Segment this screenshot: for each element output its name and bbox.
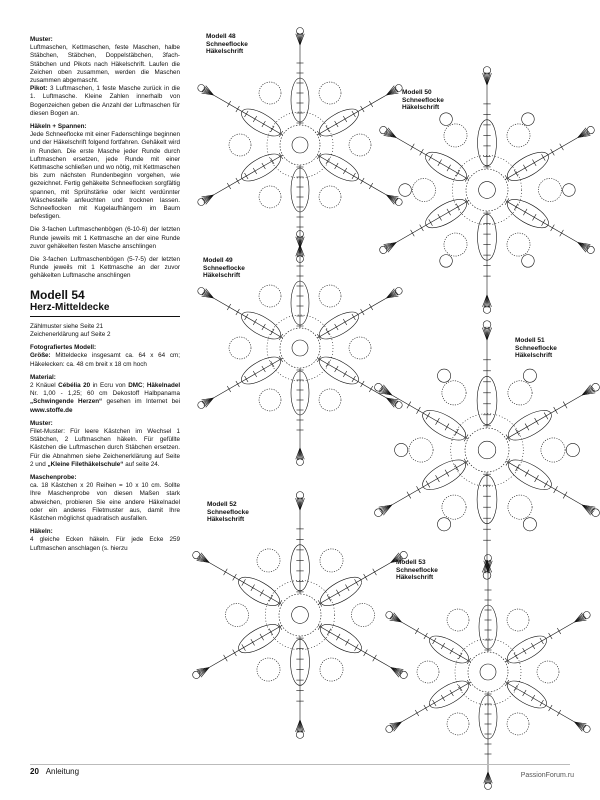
arm-spine bbox=[505, 622, 574, 662]
arm-spine bbox=[401, 622, 470, 662]
material-dmc: DMC bbox=[128, 381, 143, 389]
center-ring bbox=[480, 664, 496, 680]
material-hook-text: Nr. 1,00 - 1,25; 60 cm Dekostoff Halbpanama bbox=[30, 390, 180, 398]
label-chart: Häkelschrift bbox=[396, 574, 434, 581]
footer-rule bbox=[30, 764, 570, 765]
picot bbox=[563, 184, 576, 197]
groesse-label: Größe: bbox=[30, 352, 51, 360]
pikot-label: Pikot: bbox=[30, 85, 48, 93]
picot bbox=[438, 369, 451, 382]
material-section: Material: 2 Knäuel Cébélia 20 in Ecru von DMC; Häkelnadel Nr. 1,00 - 1,25; 60 cm Dekostoff Halbpanama „Schwingende Herzen“ gesehen im Internet bei www.stoffe.de bbox=[30, 373, 181, 414]
chain-arc bbox=[507, 609, 529, 631]
chain-arc bbox=[444, 124, 467, 147]
material-web: www.stoffe.de bbox=[30, 406, 73, 414]
chain-arc bbox=[225, 603, 248, 626]
foto-heading: Fotografiertes Modell: bbox=[30, 344, 97, 352]
groesse-text: Mitteldecke insgesamt ca. 64 x 64 cm; Häkelecken: ca. 48 cm breit x 18 cm hoch bbox=[30, 352, 180, 368]
arm-spine bbox=[213, 298, 282, 338]
center-ring bbox=[292, 137, 308, 153]
haekeln2-text: 4 gleiche Ecken häkeln. Für jede Ecke 259 Luftmaschen anschlagen (s. hierzu bbox=[30, 536, 180, 552]
model54-ref1: Zählmuster siehe Seite 21 bbox=[30, 322, 104, 330]
muster-text: Luftmaschen, Kettmaschen, feste Maschen, halbe Stäbchen, Stäbchen, Doppelstäbchen, 3fach-Stäbchen und Pikots nach Häkelschrift. Laufen die Zeichen oben zusammen, werden die Maschen zusammen abgemascht. bbox=[30, 44, 180, 85]
chain-arc bbox=[537, 661, 559, 683]
chain-arc bbox=[412, 178, 435, 201]
haekeln2-heading: Häkeln: bbox=[30, 528, 53, 536]
arm-spine bbox=[392, 461, 468, 505]
picot bbox=[522, 113, 535, 126]
arm-spine bbox=[318, 626, 391, 668]
picot bbox=[566, 443, 579, 456]
chain-arc bbox=[507, 713, 529, 735]
inner-ring bbox=[466, 169, 508, 211]
label-model: Modell 52 bbox=[207, 501, 237, 508]
page-footer bbox=[30, 767, 79, 776]
inner-ring bbox=[280, 125, 320, 165]
chain-arc bbox=[259, 285, 281, 307]
inner-ring bbox=[468, 652, 508, 692]
label-name: Schneeflocke bbox=[203, 264, 245, 272]
chain-arc bbox=[507, 233, 530, 256]
note-1: Die 3-fachen Luftmaschenbögen (6-10-6) der letzten Runde jeweils mit 1 Kettmasche an der eine Runde zuvor gehäkelten festen Masche anschlingen bbox=[30, 226, 180, 250]
chain-arc bbox=[229, 134, 251, 156]
chain-arc bbox=[442, 495, 466, 519]
label-chart: Häkelschrift bbox=[402, 104, 440, 111]
arm-spine bbox=[505, 682, 574, 722]
model54-ref2: Zeichenerklärung auf Seite 2 bbox=[30, 330, 111, 338]
probe-heading: Maschenprobe: bbox=[30, 473, 77, 481]
muster2-heading: Muster: bbox=[30, 419, 53, 427]
center-ring bbox=[478, 441, 496, 459]
picot bbox=[440, 255, 453, 268]
snowflake-49 bbox=[198, 231, 402, 466]
material-web-pre: gesehen im Internet bei bbox=[106, 398, 181, 406]
note-2: Die 3-fachen Luftmaschenbögen (5-7-5) der letzten Runde jeweils mit 1 Kettmasche an der zuvor gehäkelten Luftmasche anschlingen bbox=[30, 256, 180, 280]
model54-number: Modell 54 bbox=[30, 287, 85, 302]
chain-arc bbox=[319, 82, 341, 104]
material-hook-label: Häkelnadel bbox=[146, 381, 181, 389]
arm-spine bbox=[401, 682, 470, 722]
picot bbox=[522, 255, 535, 268]
arm-spine bbox=[317, 358, 386, 398]
arm-spine bbox=[213, 95, 282, 135]
label-name: Schneeflocke bbox=[515, 344, 557, 352]
picot bbox=[399, 184, 412, 197]
site-watermark: PassionForum.ru bbox=[520, 772, 574, 779]
label-chart: Häkelschrift bbox=[203, 272, 241, 279]
haekeln-heading: Häkeln + Spannen: bbox=[30, 123, 87, 131]
label-model: Modell 53 bbox=[396, 559, 426, 566]
center-ring bbox=[292, 607, 309, 624]
chain-arc bbox=[259, 82, 281, 104]
label-model: Modell 49 bbox=[203, 257, 233, 264]
label-model: Modell 51 bbox=[515, 337, 545, 344]
label-model: Modell 50 bbox=[402, 89, 432, 96]
label-name: Schneeflocke bbox=[396, 566, 438, 574]
chain-arc bbox=[259, 389, 281, 411]
snowflake-52 bbox=[193, 492, 408, 739]
chain-arc bbox=[508, 495, 532, 519]
arm-spine bbox=[213, 358, 282, 398]
arm-spine bbox=[317, 95, 386, 135]
snowflake-50 bbox=[380, 67, 595, 314]
center-ring bbox=[292, 340, 308, 356]
chain-arc bbox=[351, 603, 374, 626]
chain-arc bbox=[538, 178, 561, 201]
muster2-bold: „Kleine Filethäkelschule“ bbox=[47, 460, 124, 468]
label-chart: Häkelschrift bbox=[207, 516, 245, 523]
chain-arc bbox=[319, 389, 341, 411]
chain-arc bbox=[447, 609, 469, 631]
arm-spine bbox=[392, 395, 468, 439]
arm-spine bbox=[317, 155, 386, 195]
material-mid: in Ecru von bbox=[92, 381, 126, 389]
muster2-text: Filet-Muster: Für leere Kästchen im Wechsel 1 Stäbchen, 2 Luftmaschen häkeln. Für gefüllte Kästchen die Luftmaschen durch Stäbchen ersetzen. Für die Abnahmen siehe Zeichenerklärung auf Seite 2 und bbox=[30, 427, 180, 468]
arm-spine bbox=[396, 138, 469, 180]
inner-ring bbox=[280, 328, 320, 368]
arm-spine bbox=[318, 563, 391, 605]
label-chart: Häkelschrift bbox=[515, 352, 553, 359]
chain-arc bbox=[257, 658, 280, 681]
page-number: 20 bbox=[30, 767, 39, 776]
chain-arc bbox=[447, 713, 469, 735]
label-name: Schneeflocke bbox=[402, 96, 444, 104]
chain-arc bbox=[319, 186, 341, 208]
snowflake-53 bbox=[386, 555, 590, 790]
chain-arc bbox=[507, 124, 530, 147]
material-pre: 2 Knäuel bbox=[30, 381, 56, 389]
picot bbox=[523, 369, 536, 382]
chain-arc bbox=[444, 233, 467, 256]
chain-arc bbox=[257, 549, 280, 572]
muster2-post: auf seite 24. bbox=[125, 460, 160, 468]
chain-arc bbox=[259, 186, 281, 208]
snowflake-48 bbox=[198, 28, 402, 263]
picot bbox=[440, 113, 453, 126]
footer-section: Anleitung bbox=[45, 767, 80, 776]
arm-spine bbox=[506, 395, 582, 439]
picot bbox=[395, 443, 408, 456]
chain-arc bbox=[541, 438, 565, 462]
snowflake-51 bbox=[375, 321, 600, 580]
arm-spine bbox=[396, 201, 469, 243]
picot bbox=[523, 518, 536, 531]
label-name: Schneeflocke bbox=[206, 40, 248, 48]
inner-ring bbox=[279, 594, 321, 636]
chain-arc bbox=[508, 381, 532, 405]
center-ring bbox=[479, 182, 496, 199]
chain-arc bbox=[320, 549, 343, 572]
arm-spine bbox=[209, 563, 282, 605]
chain-arc bbox=[442, 381, 466, 405]
label-chart: Häkelschrift bbox=[206, 48, 244, 55]
arm-spine bbox=[213, 155, 282, 195]
arm-spine bbox=[506, 461, 582, 505]
arm-spine bbox=[505, 201, 578, 243]
label-name: Schneeflocke bbox=[207, 508, 249, 516]
chain-arc bbox=[349, 337, 371, 359]
inner-ring bbox=[465, 428, 509, 472]
arm-spine bbox=[505, 138, 578, 180]
material-fabric: „Schwingende Herzen“ bbox=[30, 398, 103, 406]
probe-text: ca. 18 Kästchen x 20 Reihen = 10 x 10 cm. Sollte Ihre Maschenprobe von diesen Maßen stark abweichen, probieren Sie eine andere Häkelnadel oder ein anderes Filetmuster aus, damit Ihre Kästchen möglichst quadratisch ausfallen. bbox=[30, 482, 180, 522]
arm-spine bbox=[209, 626, 282, 668]
chain-arc bbox=[319, 285, 341, 307]
chain-arc bbox=[320, 658, 343, 681]
label-model: Modell 48 bbox=[206, 33, 236, 40]
chain-arc bbox=[229, 337, 251, 359]
chain-arc bbox=[409, 438, 433, 462]
picot bbox=[438, 518, 451, 531]
material-brand: Cébélia 20 bbox=[58, 381, 91, 389]
chain-arc bbox=[417, 661, 439, 683]
arm-spine bbox=[317, 298, 386, 338]
haekeln-text: Jede Schneeflocke mit einer Fadenschlinge beginnen und der Häkelschrift folgend fortfahren. Gehäkelt wird in Runden. Die erste Masche jeder Runde durch Luftmaschen ersetzen, jede Runde mit einer Kettmasche schließen und wo nötig, mit Kettmaschen bis zum nächsten Rundenbeginn vorgehen, wie gezeichnet. Fertig gehäkelte Schneeflocken sorgfältig spannen, mit Sprühstärke oder leicht verdünnter Wäschesteife anfeuchten und trocknen lassen. Schneeflocken mit Kugelaufhängern im Baum befestigen. bbox=[30, 131, 180, 221]
model54-title: Herz-Mitteldecke bbox=[30, 301, 110, 313]
chain-arc bbox=[349, 134, 371, 156]
muster-heading: Muster: bbox=[30, 36, 53, 43]
material-heading: Material: bbox=[30, 373, 56, 381]
pikot-text: 3 Luftmaschen, 1 feste Masche zurück in die 1. Luftmasche. Kleine Zahlen innerhalb von Bogenzeichen geben die Anzahl der Luftmaschen für diesen Bogen an. bbox=[30, 85, 181, 117]
